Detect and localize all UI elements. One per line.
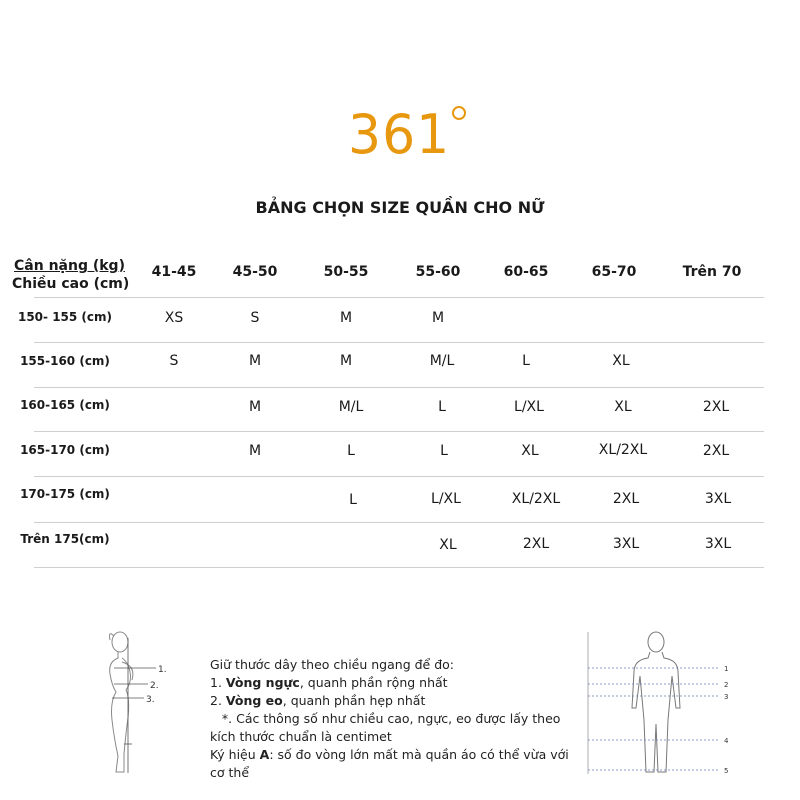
table-cell: XL/2XL [598, 442, 648, 458]
note-units: *. Các thông số như chiều cao, ngực, eo được lấy theo kích thước chuẩn là centimet [210, 711, 565, 744]
male-label-4: 4 [724, 737, 729, 745]
page-title: BẢNG CHỌN SIZE QUẦN CHO NỮ [255, 198, 545, 217]
table-divider [34, 387, 764, 388]
table-divider [34, 297, 764, 298]
male-body-figure [584, 628, 744, 778]
table-cell: 2XL [522, 536, 550, 552]
table-cell: XL [612, 353, 630, 369]
female-body-figure [98, 628, 180, 778]
row-header: 165-170 (cm) [20, 443, 110, 457]
row-header: 160-165 (cm) [20, 398, 110, 412]
note-intro: Giữ thước dây theo chiều ngang để đo: [210, 657, 454, 672]
table-cell: XL [439, 537, 457, 553]
table-cell: M [248, 353, 262, 369]
table-cell: M [339, 353, 353, 369]
table-cell: M [248, 399, 262, 415]
table-cell: M [248, 443, 262, 459]
note-symbol-a: Ký hiệu A: số đo vòng lớn mất mà quần áo có thể vừa với cơ thể [210, 747, 569, 780]
table-cell: S [169, 353, 179, 369]
column-header: 65-70 [591, 264, 637, 280]
table-cell: XL [614, 399, 632, 415]
table-cell: 3XL [612, 536, 640, 552]
measurement-notes [210, 656, 580, 782]
table-cell: L [349, 492, 357, 508]
table-cell: L [440, 443, 448, 459]
table-cell: XS [164, 310, 184, 326]
table-cell: M/L [338, 399, 364, 415]
table-divider [34, 431, 764, 432]
female-label-2: 2. [150, 681, 159, 691]
column-header: 45-50 [232, 264, 278, 280]
table-cell: 2XL [702, 443, 730, 459]
row-header: Trên 175(cm) [20, 532, 110, 546]
male-label-3: 3 [724, 693, 729, 701]
table-divider [34, 567, 764, 568]
brand-logo [348, 100, 468, 170]
table-cell: XL [521, 443, 539, 459]
table-cell: L [347, 443, 355, 459]
table-divider [34, 342, 764, 343]
column-header: 41-45 [151, 264, 197, 280]
female-label-1: 1. [158, 665, 167, 675]
column-header: Trên 70 [682, 264, 742, 280]
column-header: 55-60 [415, 264, 461, 280]
column-header: 50-55 [323, 264, 369, 280]
table-divider [34, 476, 764, 477]
table-cell: S [250, 310, 260, 326]
male-label-2: 2 [724, 681, 729, 689]
row-header: 170-175 (cm) [20, 487, 110, 501]
brand-logo-text: 361 [348, 103, 451, 167]
column-header: 60-65 [503, 264, 549, 280]
table-cell: 3XL [704, 536, 732, 552]
male-label-5: 5 [724, 767, 729, 775]
height-header: Chiều cao (cm) [12, 276, 130, 292]
table-cell: M [431, 310, 445, 326]
table-cell: L/XL [514, 399, 544, 415]
note-waist: 2. Vòng eo, quanh phần hẹp nhất [210, 693, 426, 708]
table-cell: L [522, 353, 530, 369]
female-label-3: 3. [146, 695, 155, 705]
table-cell: 2XL [702, 399, 730, 415]
male-label-1: 1 [724, 665, 729, 673]
note-chest: 1. Vòng ngực, quanh phần rộng nhất [210, 675, 448, 690]
table-cell: 2XL [612, 491, 640, 507]
row-header: 155-160 (cm) [20, 354, 110, 368]
degree-icon [452, 106, 466, 120]
table-cell: M [339, 310, 353, 326]
table-cell: L/XL [431, 491, 461, 507]
row-header: 150- 155 (cm) [17, 310, 113, 324]
table-cell: L [438, 399, 446, 415]
table-cell: XL/2XL [511, 491, 561, 507]
table-cell: 3XL [704, 491, 732, 507]
table-cell: M/L [429, 353, 455, 369]
weight-header: Cân nặng (kg) [14, 258, 125, 274]
table-divider [34, 522, 764, 523]
